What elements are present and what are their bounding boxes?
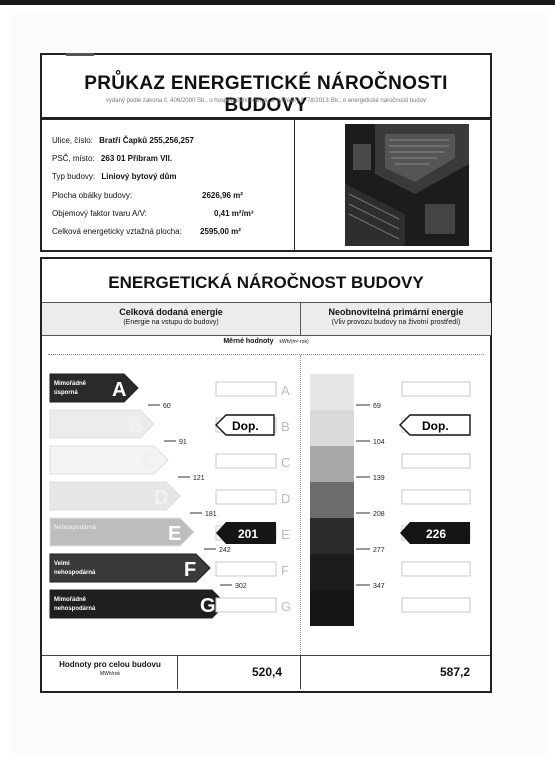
right-threshold-value: 139 bbox=[373, 475, 385, 482]
right-slot-d bbox=[402, 490, 470, 504]
floor-area-value: 2595,00 m² bbox=[200, 227, 241, 236]
class-letter-b: B bbox=[128, 415, 143, 437]
building-info-fields bbox=[42, 120, 292, 250]
factor-label: Objemový faktor tvaru A/V: bbox=[52, 209, 147, 218]
left-slot-letter-e: E bbox=[281, 527, 290, 542]
street-value: Bratří Čapků 255,256,257 bbox=[99, 136, 194, 145]
area-label: Plocha obálky budovy: bbox=[52, 191, 133, 200]
street-label: Ulice, číslo: bbox=[52, 136, 93, 145]
footer-unit: MWh/rok bbox=[100, 671, 120, 677]
floor-area-label: Celková energeticky vztažná plocha: bbox=[52, 227, 182, 236]
right-threshold-value: 347 bbox=[373, 583, 385, 590]
primary-scale-f bbox=[310, 554, 354, 590]
class-letter-g: G bbox=[200, 595, 216, 617]
class-desc-a: Mimořádně bbox=[54, 381, 87, 387]
left-slot-letter-c: C bbox=[281, 455, 291, 470]
footer-divider-right bbox=[300, 655, 301, 689]
class-desc2-g: nehospodárná bbox=[54, 606, 96, 612]
certificate-header bbox=[40, 53, 492, 119]
left-threshold-value: 181 bbox=[205, 511, 217, 518]
building-photo bbox=[345, 124, 469, 246]
left-slot-letter-f: F bbox=[281, 563, 289, 578]
city-value: 263 01 Příbram VII. bbox=[100, 154, 173, 163]
footer-label-block bbox=[50, 660, 170, 677]
footer-label: Hodnoty pro celou budovu bbox=[59, 660, 161, 669]
city-row bbox=[52, 154, 172, 163]
class-desc-f: Velmi bbox=[54, 561, 70, 567]
right-column-title: Neobnovitelná primární energie bbox=[328, 307, 464, 317]
right-threshold-value: 104 bbox=[373, 439, 385, 446]
right-column-subtitle: (Vliv provozu budovy na životní prostředí) bbox=[331, 319, 461, 326]
footer-divider-left bbox=[177, 655, 178, 689]
left-slot-letter-b: B bbox=[281, 419, 290, 434]
building-photo-frame bbox=[294, 120, 489, 250]
right-slot-c bbox=[402, 454, 470, 468]
top-rule bbox=[0, 0, 555, 5]
primary-scale-e bbox=[310, 518, 354, 554]
class-desc-e: Nehospodárná bbox=[54, 525, 97, 531]
specific-values-label: Měrné hodnoty bbox=[223, 338, 274, 345]
footer-value-primary: 587,2 bbox=[440, 665, 471, 679]
class-desc-g: Mimořádně bbox=[54, 597, 87, 603]
left-slot-c bbox=[216, 454, 276, 468]
energy-rating-title: ENERGETICKÁ NÁROČNOST BUDOVY bbox=[108, 273, 424, 292]
left-value-label: 201 bbox=[238, 527, 259, 541]
left-threshold-value: 91 bbox=[179, 439, 187, 446]
primary-scale-g bbox=[310, 590, 354, 626]
right-reference-label: Dop. bbox=[422, 419, 449, 433]
right-slot-f bbox=[402, 562, 470, 576]
right-slot-g bbox=[402, 598, 470, 612]
building-info-box bbox=[40, 118, 492, 252]
left-column-subtitle: (Energie na vstupu do budovy) bbox=[123, 319, 219, 326]
left-slot-letter-a: A bbox=[281, 383, 290, 398]
energy-scale-graphic bbox=[42, 259, 490, 655]
left-threshold-value: 60 bbox=[163, 403, 171, 410]
left-threshold-value: 242 bbox=[219, 547, 231, 554]
class-desc2-f: nehospodárná bbox=[54, 570, 96, 576]
class-letter-c: C bbox=[142, 451, 157, 473]
street-row bbox=[52, 136, 194, 145]
class-letter-a: A bbox=[112, 379, 127, 401]
left-slot-letter-g: G bbox=[281, 599, 292, 614]
building-photo-graphic bbox=[345, 124, 469, 246]
certificate-subtitle: vydaný podle zákona č. 406/2000 Sb., o hospodaření energií, a vyhlášky č. 78/2013 Sb., o energetické náročnosti budov bbox=[105, 98, 427, 104]
right-threshold-value: 208 bbox=[373, 511, 385, 518]
right-threshold-value: 69 bbox=[373, 403, 381, 410]
left-slot-letter-d: D bbox=[281, 491, 291, 506]
right-slot-a bbox=[402, 382, 470, 396]
left-threshold-value: 302 bbox=[235, 583, 247, 590]
area-value: 2626,96 m² bbox=[202, 191, 243, 200]
class-letter-d: D bbox=[154, 487, 169, 509]
city-label: PSČ, místo: bbox=[52, 154, 95, 163]
energy-rating-box bbox=[40, 257, 492, 693]
factor-value: 0,41 m²/m³ bbox=[214, 209, 254, 218]
left-threshold-value: 121 bbox=[193, 475, 205, 482]
footer-value-delivered: 520,4 bbox=[252, 665, 283, 679]
primary-scale-d bbox=[310, 482, 354, 518]
left-reference-label: Dop. bbox=[232, 419, 259, 433]
primary-scale-a bbox=[310, 374, 354, 410]
left-slot-a bbox=[216, 382, 276, 396]
right-threshold-value: 277 bbox=[373, 547, 385, 554]
primary-scale-c bbox=[310, 446, 354, 482]
left-slot-g bbox=[216, 598, 276, 612]
left-column-title: Celková dodaná energie bbox=[119, 307, 223, 317]
header-mark bbox=[66, 53, 94, 56]
class-desc2-a: úsporná bbox=[54, 390, 78, 396]
type-row bbox=[52, 172, 177, 181]
specific-values-unit: kWh/(m²·rok) bbox=[279, 339, 309, 345]
right-value-label: 226 bbox=[426, 527, 447, 541]
type-label: Typ budovy: bbox=[52, 172, 96, 181]
type-value: Liniový bytový dům bbox=[101, 172, 177, 181]
certificate-title: PRŮKAZ ENERGETICKÉ NÁROČNOSTI BUDOVY bbox=[84, 73, 448, 116]
left-slot-f bbox=[216, 562, 276, 576]
left-slot-d bbox=[216, 490, 276, 504]
primary-scale-b bbox=[310, 410, 354, 446]
class-letter-e: E bbox=[168, 523, 182, 545]
footer-rule bbox=[42, 655, 490, 656]
class-letter-f: F bbox=[184, 559, 197, 581]
